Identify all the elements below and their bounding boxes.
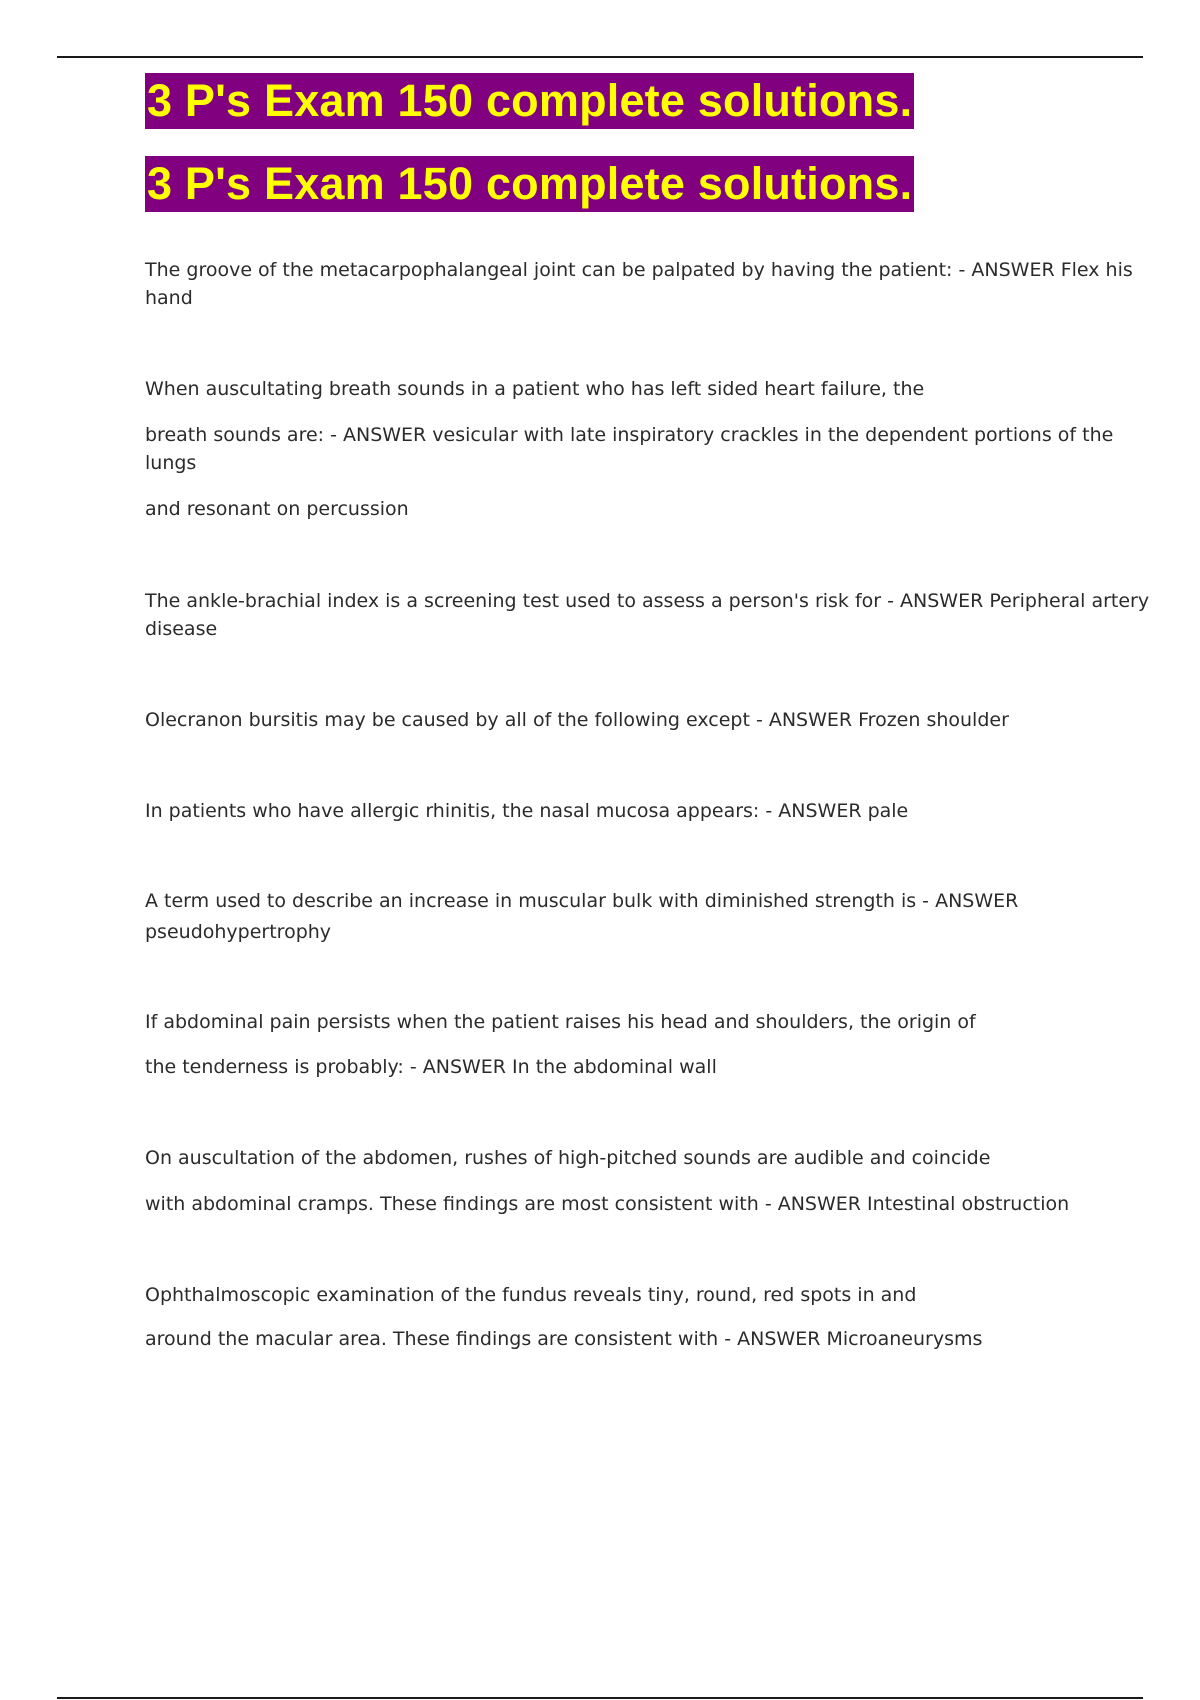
bottom-rule	[57, 1697, 1143, 1699]
question-9-line-2: around the macular area. These findings are consistent with - ANSWER Microaneurysms	[145, 1328, 983, 1350]
question-1-line-2: hand	[145, 287, 193, 309]
question-2-line-3: lungs	[145, 452, 197, 474]
question-8-line-1: On auscultation of the abdomen, rushes of high-pitched sounds are audible and coincide	[145, 1147, 991, 1169]
question-2-line-2: breath sounds are: - ANSWER vesicular with late inspiratory crackles in the dependent portions of the	[145, 424, 1114, 446]
question-6-line-1: A term used to describe an increase in muscular bulk with diminished strength is - ANSWER	[145, 890, 1019, 912]
question-2-line-1: When auscultating breath sounds in a patient who has left sided heart failure, the	[145, 378, 925, 400]
question-3-line-2: disease	[145, 618, 218, 640]
question-8-line-2: with abdominal cramps. These findings are most consistent with - ANSWER Intestinal obstruction	[145, 1193, 1070, 1215]
question-4-line-1: Olecranon bursitis may be caused by all of the following except - ANSWER Frozen shoulder	[145, 709, 1009, 731]
question-9-line-1: Ophthalmoscopic examination of the fundus reveals tiny, round, red spots in and	[145, 1284, 917, 1306]
question-1-line-1: The groove of the metacarpophalangeal joint can be palpated by having the patient: - ANSWER Flex his	[145, 259, 1133, 281]
document-title: 3 P's Exam 150 complete solutions.	[145, 73, 914, 129]
question-5-line-1: In patients who have allergic rhinitis, the nasal mucosa appears: - ANSWER pale	[145, 800, 909, 822]
question-3-line-1: The ankle-brachial index is a screening test used to assess a person's risk for - ANSWER Peripheral artery	[145, 590, 1150, 612]
question-7-line-2: the tenderness is probably: - ANSWER In the abdominal wall	[145, 1056, 717, 1078]
top-rule	[57, 56, 1143, 58]
question-7-line-1: If abdominal pain persists when the patient raises his head and shoulders, the origin of	[145, 1011, 976, 1033]
question-6-line-2: pseudohypertrophy	[145, 921, 332, 943]
document-title-repeat: 3 P's Exam 150 complete solutions.	[145, 156, 914, 212]
question-2-line-4: and resonant on percussion	[145, 498, 409, 520]
